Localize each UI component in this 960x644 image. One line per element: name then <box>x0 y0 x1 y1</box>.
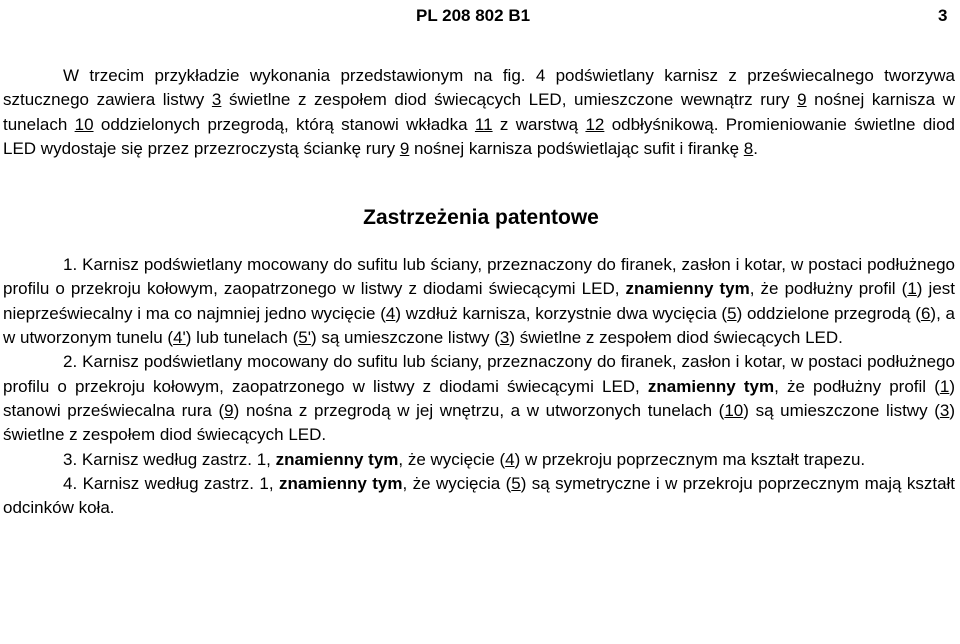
reference-numeral: 11 <box>474 114 493 134</box>
claim-keyword: znamienny tym <box>278 473 403 493</box>
document-body <box>3 64 955 520</box>
reference-numeral: 9 <box>797 90 807 110</box>
reference-numeral: 5' <box>298 328 311 348</box>
text-run: ), a w utworzonym tunelu ( <box>3 303 955 348</box>
page-header <box>0 6 960 30</box>
text-run: 2. Karnisz podświetlany mocowany do sufitu lub ściany, przeznaczony do firanek, zasłon i kotar, w postaci podłużnego profilu o przekroju kołowym, zaopatrzonego w listwy z diodami świecącymi LED, <box>3 352 955 396</box>
reference-numeral: 9 <box>399 138 410 158</box>
reference-numeral: 5 <box>511 473 521 493</box>
text-run: ) świetlne z zespołem diod świecących LED. <box>3 400 956 445</box>
text-run: świetlne z zespołem diod świecących LED, umieszczone wewnątrz rury <box>221 90 798 110</box>
text-run: , że podłużny profil ( <box>774 376 940 396</box>
claim-keyword: znamienny tym <box>625 279 750 299</box>
text-run: ) jest nieprzeświecalny i ma co najmniej jedno wycięcie ( <box>3 279 956 323</box>
text-run: ) są umieszczone listwy ( <box>310 328 500 348</box>
reference-numeral: 3 <box>939 400 950 420</box>
reference-numeral: 6 <box>920 303 931 323</box>
page-number: 3 <box>938 6 948 25</box>
text-run: ) wzdłuż karnisza, korzystnie dwa wycięcia ( <box>395 303 728 323</box>
text-run: ) oddzielone przegrodą ( <box>736 303 921 323</box>
text-run: 4. Karnisz według zastrz. 1, <box>63 473 279 493</box>
reference-numeral: 5 <box>727 303 737 323</box>
text-run: ) są umieszczone listwy ( <box>743 400 940 420</box>
text-run: ) nośna z przegrodą w jej wnętrzu, a w utworzonych tunelach ( <box>233 400 725 420</box>
claim-1-paragraph <box>3 253 955 350</box>
text-run: ) lub tunelach ( <box>185 328 299 348</box>
text-run: 3. Karnisz według zastrz. 1, <box>63 449 276 469</box>
text-run: ) stanowi przeświecalna rura ( <box>3 376 955 420</box>
reference-numeral: 9 <box>224 400 234 420</box>
text-run: , że wycięcia ( <box>402 473 512 493</box>
reference-numeral: 8 <box>743 138 754 158</box>
publication-number: PL 208 802 B1 <box>416 6 531 25</box>
reference-numeral: 4' <box>173 328 186 348</box>
reference-numeral: 10 <box>724 400 744 420</box>
text-run: . <box>753 138 758 158</box>
reference-numeral: 1 <box>939 376 950 396</box>
text-run: , że wycięcie ( <box>398 449 506 469</box>
reference-numeral: 3 <box>499 328 510 348</box>
text-run: ) w przekroju poprzecznym ma kształt trapezu. <box>514 449 866 469</box>
claim-keyword: znamienny tym <box>275 449 399 469</box>
text-run: ) są symetryczne i w przekroju poprzecznym mają kształt odcinków koła. <box>3 473 956 518</box>
text-run: , że podłużny profil ( <box>749 279 908 299</box>
reference-numeral: 10 <box>74 114 94 134</box>
reference-numeral: 12 <box>585 114 605 134</box>
intro-paragraph <box>3 64 955 161</box>
text-run: nośnej karnisza w tunelach <box>3 90 956 134</box>
reference-numeral: 3 <box>211 90 222 110</box>
text-run: oddzielonych przegrodą, którą stanowi wkładka <box>93 114 475 134</box>
reference-numeral: 4 <box>505 449 515 469</box>
reference-numeral: 1 <box>907 279 917 299</box>
reference-numeral: 4 <box>385 303 396 323</box>
claim-keyword: znamienny tym <box>647 376 775 396</box>
section-title: Zastrzeżenia patentowe <box>363 206 599 230</box>
text-run: 1. Karnisz podświetlany mocowany do sufitu lub ściany, przeznaczony do firanek, zasłon i kotar, w postaci podłużnego profilu o przekroju kołowym, zaopatrzonego w listwy z diodami świecącymi LED, <box>3 255 955 299</box>
claim-4-paragraph <box>3 472 955 521</box>
text-run: z warstwą <box>492 114 586 134</box>
text-run: W trzecim przykładzie wykonania przedstawionym na fig. 4 podświetlany karnisz z przeświecalnego tworzywa sztucznego zawiera listwy <box>3 66 955 110</box>
text-run: nośnej karnisza podświetlając sufit i firankę <box>409 138 744 158</box>
text-run: odbłyśnikową. Promieniowanie świetlne diod LED wydostaje się przez przezroczystą ściankę rury <box>3 114 955 158</box>
text-run: ) świetlne z zespołem diod świecących LED. <box>509 328 843 348</box>
claim-2-paragraph <box>3 350 955 447</box>
claim-3-paragraph <box>3 448 955 472</box>
